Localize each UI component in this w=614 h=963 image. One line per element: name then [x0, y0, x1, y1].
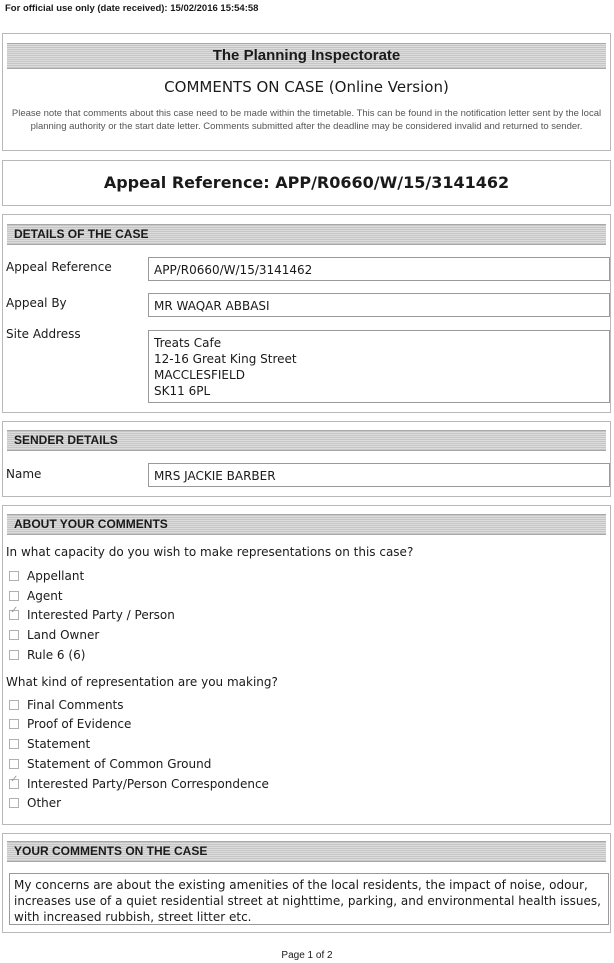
case-details-heading: DETAILS OF THE CASE — [14, 227, 149, 241]
checkbox[interactable] — [9, 719, 19, 729]
kind-option-statement[interactable] — [9, 737, 90, 753]
site-address-label: Site Address — [6, 327, 81, 341]
kind-option-other[interactable] — [9, 796, 61, 812]
capacity-option-interested-party[interactable] — [9, 608, 175, 624]
checkbox[interactable] — [9, 700, 19, 710]
org-band — [7, 43, 606, 69]
kind-question: What kind of representation are you making? — [6, 675, 278, 689]
capacity-option-agent[interactable] — [9, 589, 63, 605]
site-address-line: 12-16 Great King Street — [154, 352, 297, 366]
about-band — [7, 514, 606, 535]
option-label: Interested Party/Person Correspondence — [27, 777, 269, 791]
capacity-question: In what capacity do you wish to make representations on this case? — [6, 545, 414, 559]
checkbox-checked[interactable] — [9, 610, 19, 620]
checkbox[interactable] — [9, 591, 19, 601]
option-label: Statement — [27, 737, 91, 751]
official-use-note: For official use only (date received): 15/02/2016 15:54:58 — [5, 3, 259, 14]
option-label: Other — [27, 796, 62, 810]
capacity-option-appellant[interactable] — [9, 569, 84, 585]
checkbox[interactable] — [9, 571, 19, 581]
option-label: Appellant — [27, 569, 85, 583]
appeal-heading-panel — [2, 160, 611, 206]
option-label: Statement of Common Ground — [27, 757, 212, 771]
option-label: Proof of Evidence — [27, 717, 132, 731]
checkbox-checked[interactable] — [9, 779, 19, 789]
kind-option-proof-of-evidence[interactable] — [9, 717, 131, 733]
about-panel — [2, 505, 611, 825]
option-label: Rule 6 (6) — [27, 648, 86, 662]
kind-option-interested-party-correspondence[interactable] — [9, 777, 269, 793]
case-details-band — [7, 224, 606, 245]
comments-band — [7, 841, 606, 862]
site-address-field — [148, 330, 610, 403]
option-label: Final Comments — [27, 698, 124, 712]
appeal-by-label: Appeal By — [6, 296, 67, 310]
appeal-heading: Appeal Reference: APP/R0660/W/15/3141462 — [103, 173, 510, 192]
sender-panel — [2, 421, 611, 497]
site-address-line: SK11 6PL — [154, 384, 211, 398]
checkbox[interactable] — [9, 759, 19, 769]
appeal-by-field: MR WAQAR ABBASI — [148, 293, 610, 317]
capacity-option-rule-6[interactable] — [9, 648, 85, 664]
option-label: Land Owner — [27, 628, 100, 642]
option-label: Agent — [27, 589, 63, 603]
org-title: The Planning Inspectorate — [212, 47, 401, 64]
option-label: Interested Party / Person — [27, 608, 175, 622]
checkbox[interactable] — [9, 798, 19, 808]
comments-panel — [2, 833, 611, 933]
checkbox[interactable] — [9, 650, 19, 660]
kind-option-final-comments[interactable] — [9, 698, 124, 714]
sender-heading: SENDER DETAILS — [14, 433, 118, 447]
form-title: COMMENTS ON CASE (Online Version) — [164, 78, 449, 96]
name-label: Name — [6, 467, 42, 481]
site-address-line: Treats Cafe — [154, 336, 222, 350]
site-address-line: MACCLESFIELD — [154, 368, 245, 382]
deadline-notice: Please note that comments about this case need to be made within the timetable. This can be found in the notification letter sent by the local planning authority or the start date letter. Comments submitted after the deadline may be considered invalid and returned to sender. — [11, 108, 602, 132]
capacity-option-land-owner[interactable] — [9, 628, 99, 644]
case-details-panel — [2, 214, 611, 413]
checkbox[interactable] — [9, 630, 19, 640]
name-field: MRS JACKIE BARBER — [148, 463, 610, 487]
appeal-reference-label: Appeal Reference — [6, 260, 112, 274]
comments-heading: YOUR COMMENTS ON THE CASE — [14, 844, 208, 858]
kind-option-common-ground[interactable] — [9, 757, 211, 773]
about-heading: ABOUT YOUR COMMENTS — [14, 517, 168, 531]
appeal-reference-field: APP/R0660/W/15/3141462 — [148, 257, 610, 281]
comments-text: My concerns are about the existing amenities of the local residents, the impact of noise, odour, increases use of a quiet residential street at nighttime, parking, and environmental health issues, with increased rubbish, street litter etc. — [9, 873, 609, 925]
page-number: Page 1 of 2 — [281, 950, 333, 961]
checkbox[interactable] — [9, 739, 19, 749]
header-panel — [2, 33, 611, 151]
sender-band — [7, 430, 606, 451]
